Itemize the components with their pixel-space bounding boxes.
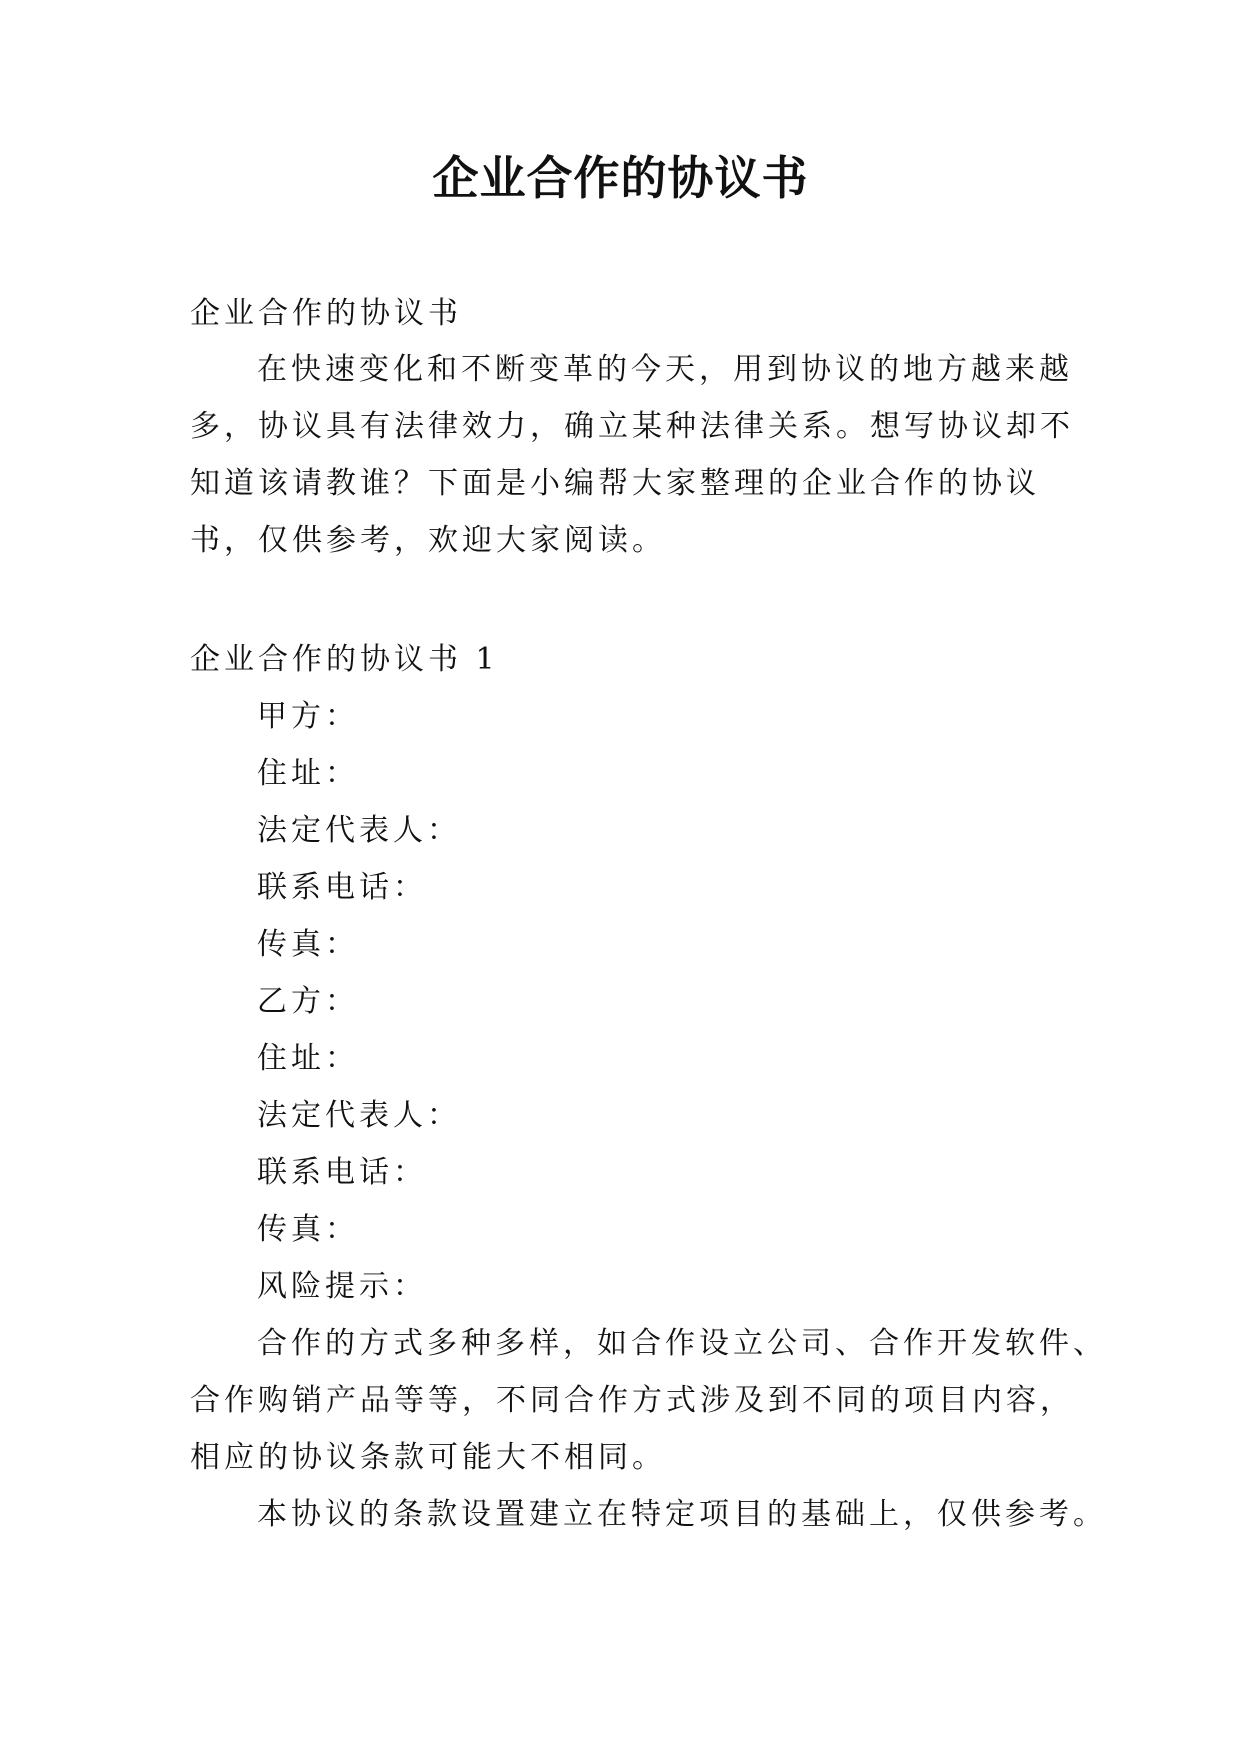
party-b-legal-rep: 法定代表人： xyxy=(257,1098,461,1133)
party-a-fax: 传真： xyxy=(257,927,359,962)
party-b-address: 住址： xyxy=(257,1041,359,1076)
intro-line-4: 书，仅供参考，欢迎大家阅读。 xyxy=(190,523,666,558)
document-title: 企业合作的协议书 xyxy=(432,151,809,205)
risk-label: 风险提示： xyxy=(257,1269,427,1304)
reference-note: 本协议的条款设置建立在特定项目的基础上，仅供参考。 xyxy=(257,1497,1107,1532)
party-b-fax: 传真： xyxy=(257,1212,359,1247)
risk-line-3: 相应的协议条款可能大不相同。 xyxy=(190,1440,666,1475)
party-a-label: 甲方： xyxy=(257,699,359,734)
party-a-address: 住址： xyxy=(257,756,359,791)
risk-line-2: 合作购销产品等等，不同合作方式涉及到不同的项目内容， xyxy=(190,1383,1074,1418)
intro-line-3: 知道该请教谁？下面是小编帮大家整理的企业合作的协议 xyxy=(190,466,1040,501)
intro-line-1: 在快速变化和不断变革的今天，用到协议的地方越来越 xyxy=(257,352,1073,387)
party-a-phone: 联系电话： xyxy=(257,870,427,905)
party-a-legal-rep: 法定代表人： xyxy=(257,813,461,848)
section-heading: 企业合作的协议书 1 xyxy=(190,642,499,677)
risk-line-1: 合作的方式多种多样，如合作设立公司、合作开发软件、 xyxy=(257,1326,1107,1361)
party-b-phone: 联系电话： xyxy=(257,1155,427,1190)
intro-line-2: 多，协议具有法律效力，确立某种法律关系。想写协议却不 xyxy=(190,409,1074,444)
party-b-label: 乙方： xyxy=(257,984,359,1019)
document-subtitle: 企业合作的协议书 xyxy=(190,296,462,331)
